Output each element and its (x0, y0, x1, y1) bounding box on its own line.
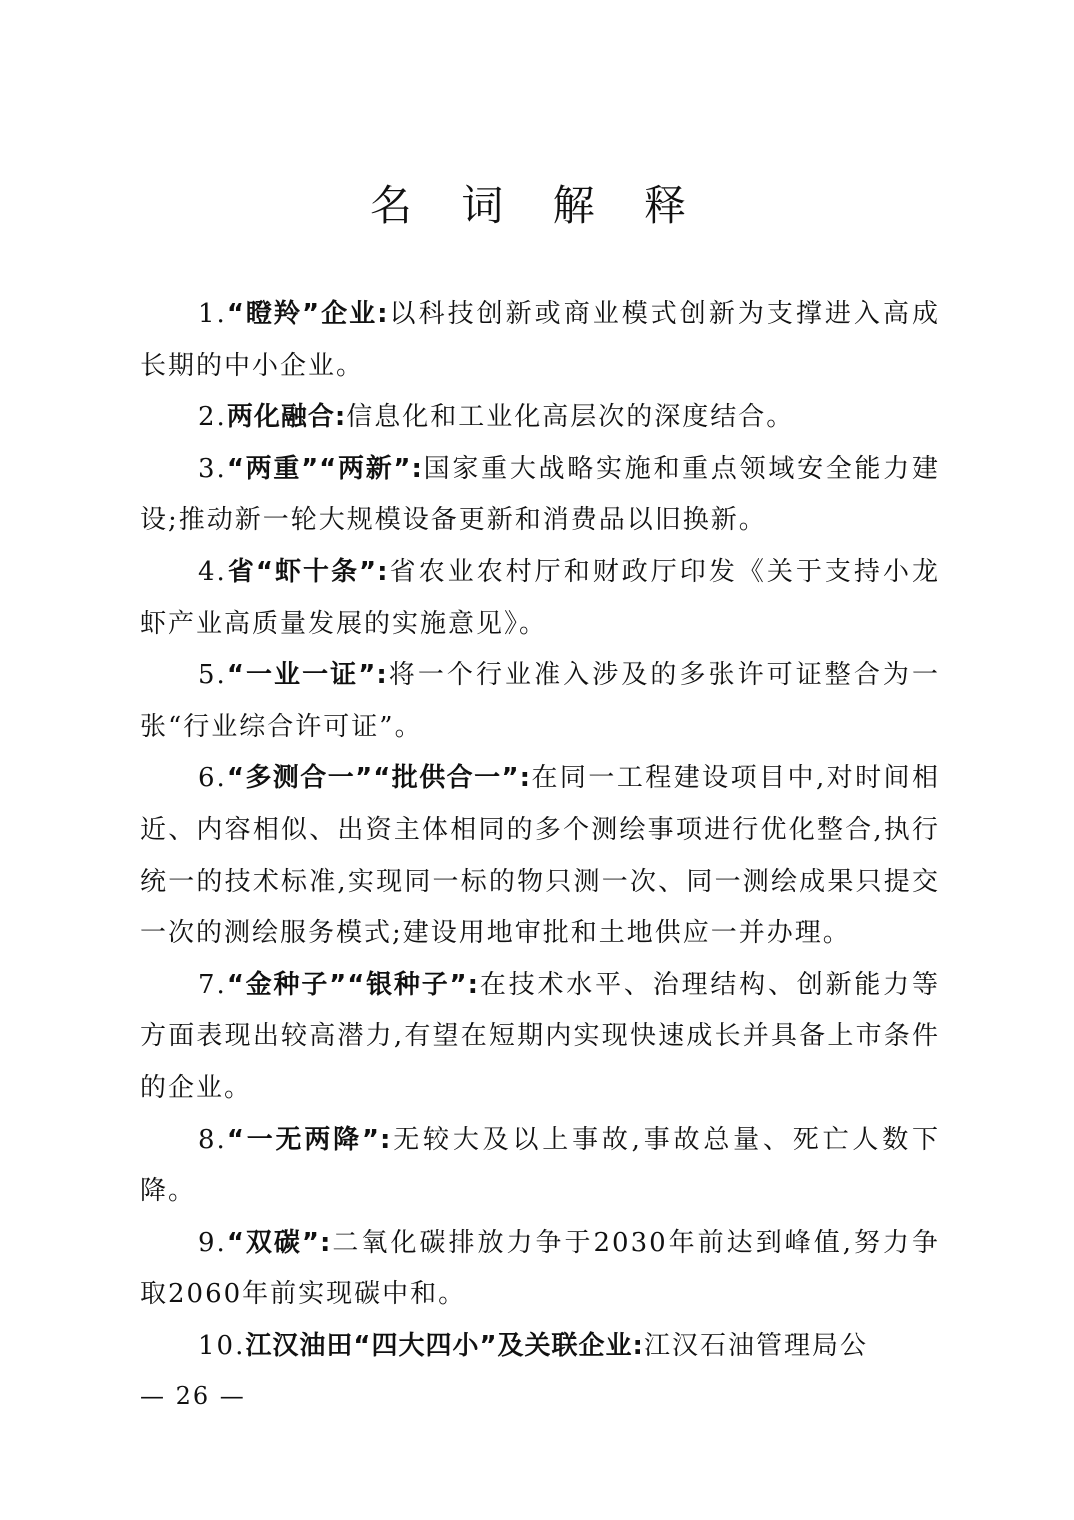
entry-definition: 江汉石油管理局公 (643, 1330, 868, 1361)
entry-definition: 在技术水平、治理结构、创新能力等方面表现出较高潜力,有望在短期内实现快速成长并具备上市条件的企业。 (140, 969, 940, 1103)
glossary-entry-6 (140, 753, 940, 959)
entry-term: 两化融合: (226, 402, 347, 433)
page-title: 名 词 解 释 (369, 181, 705, 230)
glossary-entry-2 (140, 392, 940, 444)
page-number: — 26 — (140, 1382, 246, 1410)
entry-definition: 二氧化碳排放力争于2030年前达到峰值,努力争取2060年前实现碳中和。 (140, 1227, 941, 1310)
entry-number: 3. (198, 453, 227, 484)
entry-number: 1. (198, 299, 227, 329)
entry-term: 江汉油田“四大四小”及关联企业: (245, 1330, 644, 1361)
glossary-entry-1 (140, 289, 940, 392)
entry-number: 8. (198, 1124, 227, 1155)
glossary-entry-9 (140, 1218, 940, 1321)
glossary-entry-10 (140, 1321, 940, 1373)
entry-number: 6. (198, 763, 227, 794)
entry-term: “金种子”“银种子”: (226, 969, 480, 1000)
entry-term: “多测合一”“批供合一”: (226, 763, 532, 794)
glossary-list (140, 289, 940, 1372)
entry-number: 7. (198, 969, 227, 1000)
glossary-entry-7 (140, 960, 940, 1115)
entry-definition: 无较大及以上事故,事故总量、死亡人数下降。 (140, 1124, 941, 1207)
entry-definition: 信息化和工业化高层次的深度结合。 (346, 402, 795, 433)
entry-number: 2. (198, 402, 227, 433)
glossary-entry-4 (140, 547, 940, 650)
entry-definition: 国家重大战略实施和重点领域安全能力建设;推动新一轮大规模设备更新和消费品以旧换新。 (140, 453, 940, 536)
entry-term: “双碳”: (226, 1227, 332, 1258)
entry-term: “一无两降”: (226, 1124, 392, 1155)
entry-term: 省“虾十条”: (226, 556, 389, 587)
entry-definition: 省农业农村厅和财政厅印发《关于支持小龙虾产业高质量发展的实施意见》。 (140, 556, 940, 639)
entry-number: 4. (198, 556, 227, 587)
entry-definition: 以科技创新或商业模式创新为支撑进入高成长期的中小企业。 (140, 299, 940, 381)
glossary-entry-8 (140, 1115, 940, 1218)
entry-term: “瞪羚”企业: (226, 299, 389, 329)
glossary-entry-5 (140, 650, 940, 753)
entry-definition: 在同一工程建设项目中,对时间相近、内容相似、出资主体相同的多个测绘事项进行优化整合,执行统一的技术标准,实现同一标的物只测一次、同一测绘成果只提交一次的测绘服务模式;建设用地审批和土地供应一并办理。 (140, 763, 940, 949)
entry-number: 9. (198, 1227, 227, 1258)
entry-term: “两重”“两新”: (226, 453, 423, 484)
entry-number: 5. (198, 660, 227, 691)
entry-definition: 将一个行业准入涉及的多张许可证整合为一张“行业综合许可证”。 (140, 660, 940, 742)
entry-term: “一业一证”: (226, 660, 388, 691)
glossary-entry-3 (140, 444, 940, 547)
entry-number: 10. (198, 1330, 246, 1361)
